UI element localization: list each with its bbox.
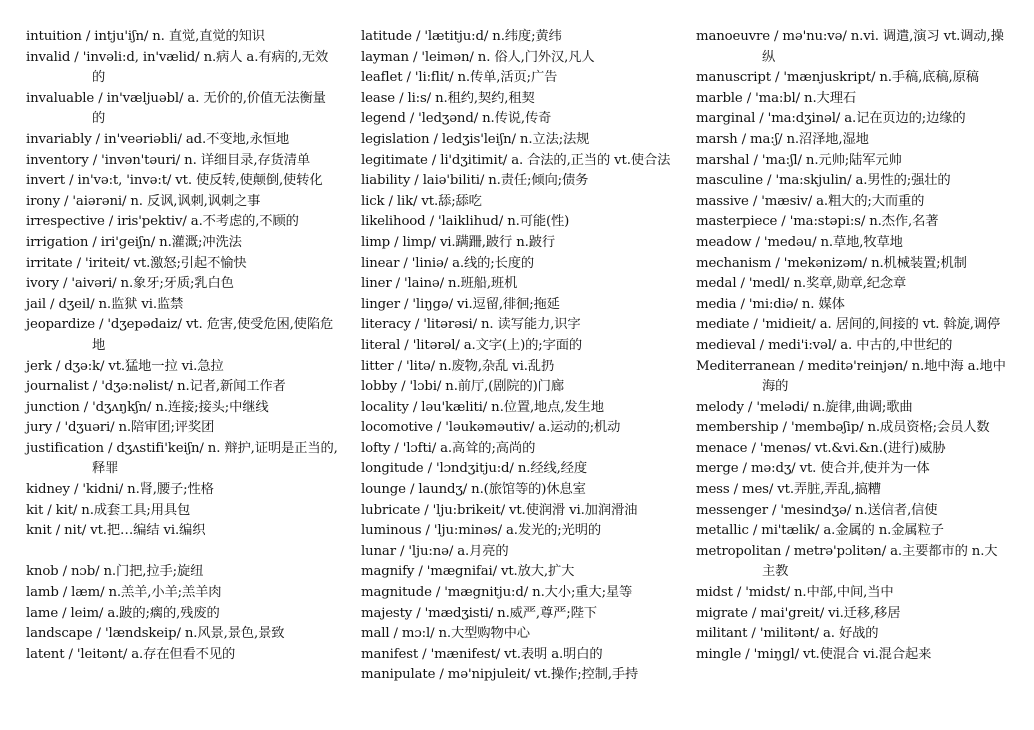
vocab-entry: lease / li:s/ n.租约,契约,租契 (361, 90, 535, 106)
vocab-entry: medieval / medi'i:vəl/ a. 中古的,中世纪的 (696, 337, 953, 353)
vocab-entry: litter / 'litə/ n.废物,杂乱 vi.乱扔 (361, 358, 555, 374)
vocab-entry: junction / 'dʒʌŋkʃn/ n.连接;接头;中继线 (26, 399, 269, 415)
vocab-entry: intuition / intju'iʃn/ n. 直觉,直觉的知识 (26, 29, 265, 44)
vocab-entry: majesty / 'mædʒisti/ n.威严,尊严;陛下 (361, 605, 597, 621)
vocab-entry: linear / 'liniə/ a.线的;长度的 (361, 255, 535, 271)
vocab-entry: lunar / 'lju:nə/ a.月亮的 (361, 543, 509, 559)
vocab-entry: kit / kit/ n.成套工具;用具包 (26, 502, 191, 518)
vocab-entry: masculine / 'ma:skjulin/ a.男性的;强壮的 (696, 173, 951, 189)
vocab-entry: lobby / 'lɔbi/ n.前厅,(剧院的)门廊 (361, 379, 564, 395)
vocab-entry: liner / 'lainə/ n.班船,班机 (361, 276, 518, 292)
vocab-entry: mess / mes/ vt.弄脏,弄乱,搞糟 (696, 482, 881, 498)
vocab-entry: irrigation / iri'geiʃn/ n.灌溉;冲洗法 (26, 234, 242, 250)
vocab-entry: literacy / 'litərəsi/ n. 读写能力,识字 (361, 317, 581, 333)
vocab-entry: inventory / 'invən'təuri/ n. 详细目录,存货清单 (26, 152, 310, 168)
vocab-entry: locality / ləu'kæliti/ n.位置,地点,发生地 (361, 399, 604, 415)
vocab-entry: kidney / 'kidni/ n.肾,腰子;性格 (26, 482, 214, 498)
vocab-entry: marshal / 'ma:ʃl/ n.元帅;陆军元帅 (696, 152, 902, 168)
vocab-entry: ivory / 'aivəri/ n.象牙;牙质;乳白色 (26, 276, 234, 292)
vocab-entry: masterpiece / 'ma:stəpi:s/ n.杰作,名著 (696, 214, 939, 230)
vocab-entry: invert / in'və:t, 'invə:t/ vt. 使反转,使颠倒,使转化 (26, 173, 323, 189)
vocab-entry: medal / 'medl/ n.奖章,勋章,纪念章 (696, 276, 907, 292)
vocab-entry: manoeuvre / mə'nu:və/ n.vi. 调遣,演习 vt.调动,操纵 (696, 29, 1004, 65)
vocab-entry: mingle / 'miŋgl/ vt.使混合 vi.混合起来 (696, 646, 932, 662)
vocab-entry: mediate / 'midieit/ a. 居间的,间接的 vt. 斡旋,调停 (696, 317, 1001, 333)
vocab-entry: luminous / 'lju:minəs/ a.发光的;光明的 (361, 523, 602, 539)
vocab-entry: manuscript / 'mænjuskript/ n.手稿,底稿,原稿 (696, 70, 979, 86)
vocab-entry: justification / dʒʌstifi'keiʃn/ n. 辩护,证明是正当的,释罪 (26, 440, 338, 477)
vocab-entry: jerk / dʒə:k/ vt.猛地一拉 vi.急拉 (26, 358, 224, 374)
column-2 (361, 27, 673, 686)
vocab-entry: marble / 'ma:bl/ n.大理石 (696, 90, 856, 106)
vocab-entry: militant / 'militənt/ a. 好战的 (696, 626, 879, 642)
column-1 (26, 27, 338, 665)
vocab-entry: lick / lik/ vt.舔;舔吃 (361, 193, 482, 209)
vocab-entry: membership / 'membəʃip/ n.成员资格;会员人数 (696, 420, 990, 436)
vocab-entry: landscape / 'lændskeip/ n.风景,景色,景致 (26, 626, 285, 642)
vocab-entry: jeopardize / 'dʒepədaiz/ vt. 危害,使受危困,使陷危地 (26, 317, 334, 353)
vocab-entry: longitude / 'lɔndʒitju:d/ n.经线,经度 (361, 461, 587, 477)
vocab-entry: midst / 'midst/ n.中部,中间,当中 (696, 585, 894, 601)
vocab-entry: legitimate / li'dʒitimit/ a. 合法的,正当的 vt.使合法 (361, 152, 671, 168)
vocab-entry: literal / 'litərəl/ a.文字(上)的;字面的 (361, 337, 583, 353)
column-3 (696, 27, 1008, 665)
vocab-entry: legend / 'ledʒənd/ n.传说,传奇 (361, 111, 552, 127)
vocab-entry: linger / 'liŋgə/ vi.逗留,徘徊;拖延 (361, 296, 560, 312)
vocab-entry: journalist / 'dʒə:nəlist/ n.记者,新闻工作者 (26, 379, 286, 395)
vocab-entry: invariably / in'veəriəbli/ ad.不变地,永恒地 (26, 131, 290, 147)
vocab-entry: lofty / 'lɔfti/ a.高耸的;高尚的 (361, 440, 536, 456)
vocab-entry: likelihood / 'laiklihud/ n.可能(性) (361, 214, 570, 230)
vocab-entry: jury / 'dʒuəri/ n.陪审团;评奖团 (26, 420, 215, 436)
vocab-entry: limp / limp/ vi.蹒跚,跛行 n.跛行 (361, 234, 556, 250)
vocab-entry: meadow / 'medəu/ n.草地,牧草地 (696, 234, 903, 250)
vocab-entry: Mediterranean / meditə'reinjən/ n.地中海 a.地中海的 (696, 358, 1006, 395)
vocab-entry: menace / 'menəs/ vt.&vi.&n.(进行)威胁 (696, 440, 946, 456)
vocab-entry: locomotive / 'ləukəməutiv/ a.运动的;机动 (361, 420, 621, 436)
vocab-entry: manifest / 'mænifest/ vt.表明 a.明白的 (361, 646, 603, 662)
vocab-entry: liability / laiə'biliti/ n.责任;倾向;债务 (361, 173, 589, 189)
vocab-entry: leaflet / 'li:flit/ n.传单,活页;广告 (361, 70, 558, 86)
vocab-entry: irritate / 'iriteit/ vt.激怒;引起不愉快 (26, 255, 247, 271)
vocab-entry: manipulate / mə'nipjuleit/ vt.操作;控制,手持 (361, 667, 639, 683)
vocab-entry: lamb / læm/ n.羔羊,小羊;羔羊肉 (26, 585, 222, 601)
vocab-entry: mechanism / 'mekənizəm/ n.机械装置;机制 (696, 255, 967, 271)
vocab-entry: mall / mɔ:l/ n.大型购物中心 (361, 626, 530, 642)
vocab-entry: metallic / mi'tælik/ a.金属的 n.金属粒子 (696, 523, 944, 539)
vocab-entry: merge / mə:dʒ/ vt. 使合并,使并为一体 (696, 461, 930, 477)
vocab-entry: irrespective / iris'pektiv/ a.不考虑的,不顾的 (26, 214, 299, 230)
vocab-entry: knit / nit/ vt.把…编结 vi.编织 (26, 523, 206, 539)
vocab-entry: invalid / 'invəli:d, in'vælid/ n.病人 a.有病的,无效的 (26, 49, 329, 86)
vocab-entry: messenger / 'mesindʒə/ n.送信者,信使 (696, 502, 938, 518)
vocab-entry: latent / 'leitənt/ a.存在但看不见的 (26, 646, 236, 662)
vocab-entry: irony / 'aiərəni/ n. 反讽,讽刺,讽刺之事 (26, 193, 261, 209)
vocab-entry: knob / nɔb/ n.门把,拉手;旋纽 (26, 564, 204, 580)
vocab-entry: lounge / laundʒ/ n.(旅馆等的)休息室 (361, 482, 586, 498)
vocab-entry: jail / dʒeil/ n.监狱 vi.监禁 (26, 296, 184, 312)
vocab-entry: magnitude / 'mægnitju:d/ n.大小;重大;星等 (361, 585, 633, 601)
vocab-entry: massive / 'mæsiv/ a.粗大的;大而重的 (696, 193, 925, 209)
vocab-entry: marginal / 'ma:dʒinəl/ a.记在页边的;边缘的 (696, 111, 966, 127)
vocab-entry: invaluable / in'væljuəbl/ a. 无价的,价值无法衡量的 (26, 90, 326, 127)
vocab-entry: melody / 'melədi/ n.旋律,曲调;歌曲 (696, 399, 913, 415)
vocab-entry: metropolitan / metrə'pɔlitən/ a.主要都市的 n.大主教 (696, 543, 998, 580)
vocab-entry: lame / leim/ a.跛的;瘸的,残废的 (26, 605, 220, 621)
vocab-entry: marsh / ma:ʃ/ n.沼泽地,湿地 (696, 131, 869, 147)
vocab-entry: migrate / mai'greit/ vi.迁移,移居 (696, 605, 901, 621)
vocab-entry: latitude / 'lætitju:d/ n.纬度;黄纬 (361, 29, 562, 44)
vocab-entry: layman / 'leimən/ n. 俗人,门外汉,凡人 (361, 49, 595, 65)
vocab-entry: media / 'mi:diə/ n. 媒体 (696, 296, 845, 312)
vocab-entry: legislation / ledʒis'leiʃn/ n.立法;法规 (361, 131, 590, 147)
vocab-entry: magnify / 'mægnifai/ vt.放大,扩大 (361, 564, 575, 580)
vocab-entry: lubricate / 'lju:brikeit/ vt.使润滑 vi.加润滑油 (361, 502, 638, 518)
